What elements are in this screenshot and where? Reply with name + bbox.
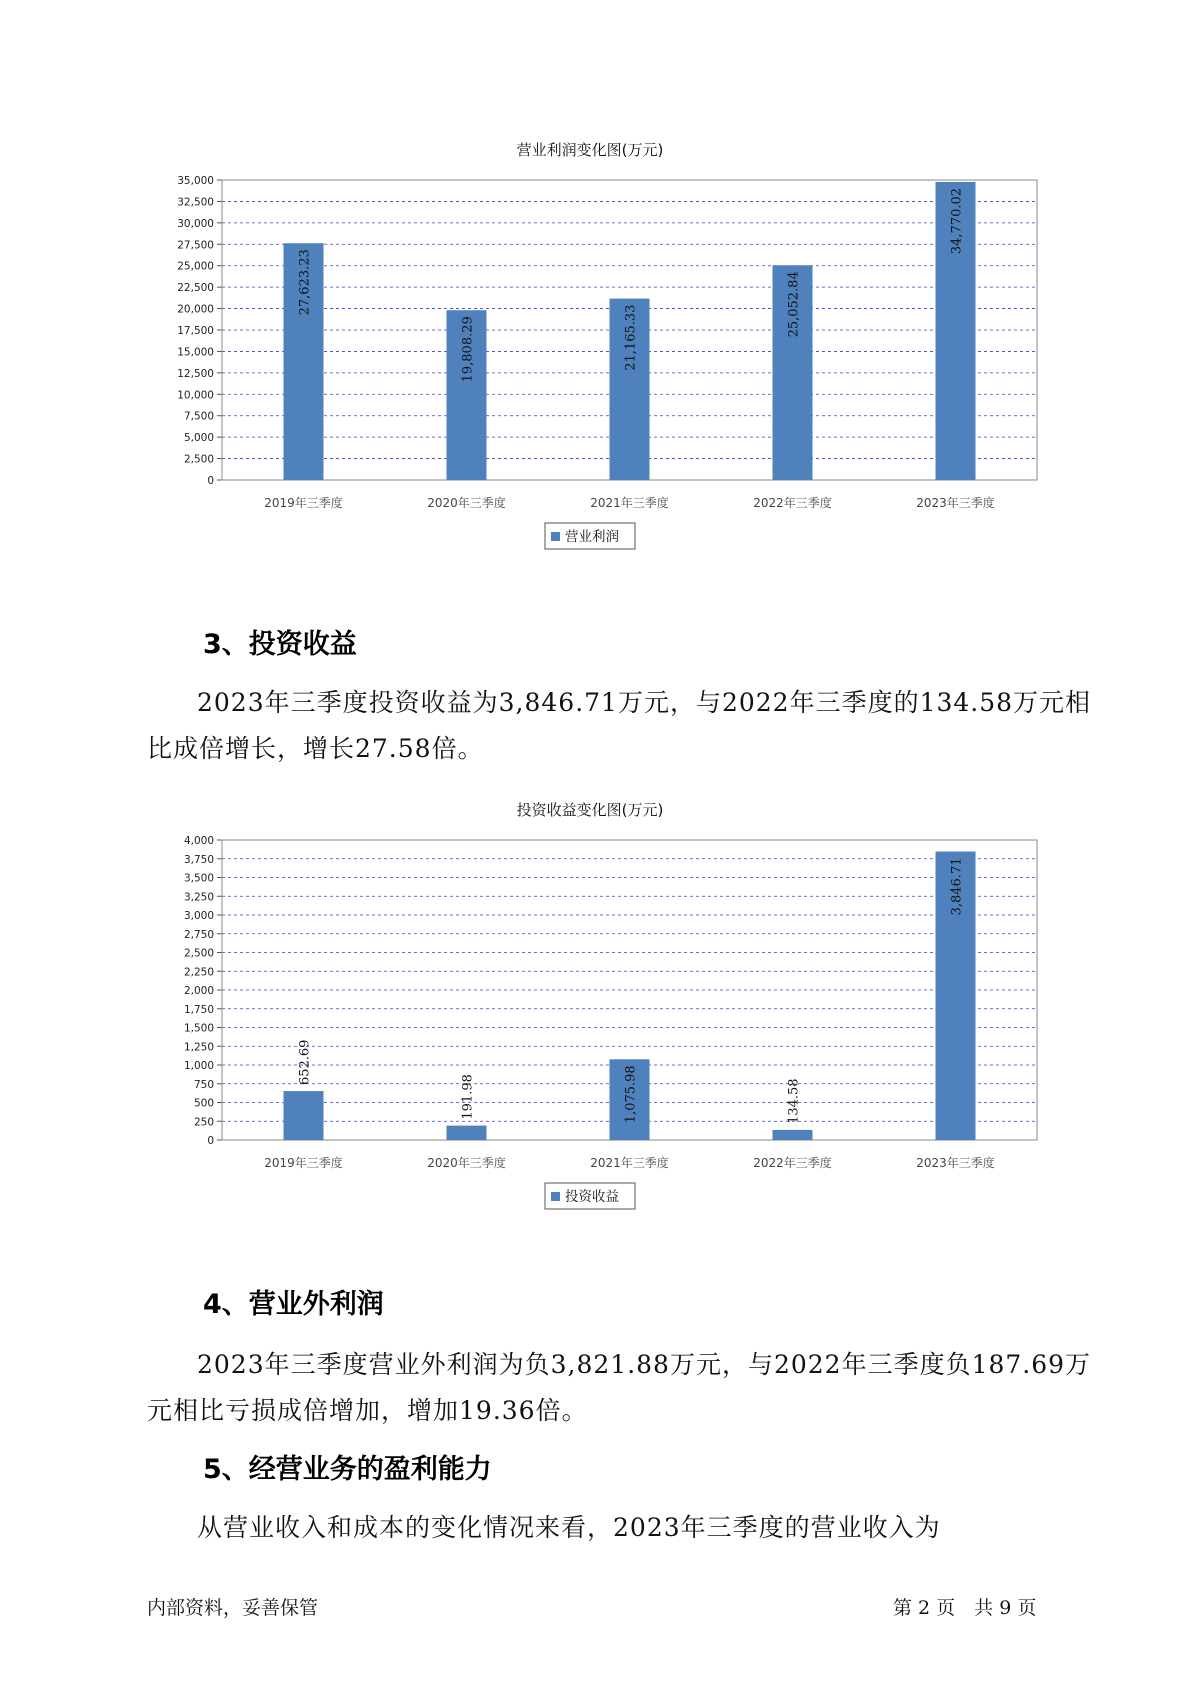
legend-label: 营业利润 (565, 529, 619, 545)
legend-label: 投资收益 (565, 1189, 619, 1205)
data-label: 3,846.71 (949, 857, 965, 916)
legend-swatch (551, 532, 560, 541)
section-5-paragraph: 从营业收入和成本的变化情况来看，2023年三季度的营业收入为 (197, 1513, 941, 1542)
chart-title: 营业利润变化图(万元) (516, 141, 664, 159)
section-5-heading: 5、经营业务的盈利能力 (203, 1454, 492, 1485)
x-tick-label: 2022年三季度 (753, 496, 832, 510)
y-tick-label: 32,500 (177, 196, 214, 209)
operating-profit-chart-svg (140, 130, 1040, 550)
legend-swatch (551, 1192, 560, 1201)
bar (773, 1130, 813, 1140)
data-label: 134.58 (786, 1078, 802, 1124)
y-tick-label: 35,000 (177, 175, 214, 187)
y-tick-label: 1,500 (183, 1022, 214, 1035)
data-label: 1,075.98 (623, 1065, 639, 1124)
y-tick-label: 5,000 (183, 432, 214, 445)
y-tick-label: 20,000 (177, 303, 214, 316)
bar (284, 1091, 324, 1140)
y-tick-label: 30,000 (177, 217, 214, 230)
bar (447, 1126, 487, 1140)
y-tick-label: 3,500 (183, 872, 214, 885)
operating-profit-chart (140, 130, 1040, 550)
x-tick-label: 2021年三季度 (590, 496, 669, 510)
y-tick-label: 3,000 (183, 910, 214, 922)
section-4-heading: 4、营业外利润 (203, 1289, 384, 1320)
y-tick-label: 2,250 (183, 966, 214, 979)
data-label: 191.98 (460, 1074, 476, 1120)
y-tick-label: 7,500 (183, 410, 214, 423)
y-tick-label: 0 (207, 475, 214, 487)
x-tick-label: 2021年三季度 (590, 1156, 669, 1170)
x-tick-label: 2020年三季度 (427, 1156, 506, 1170)
y-tick-label: 2,500 (183, 947, 214, 960)
y-tick-label: 3,250 (183, 891, 214, 904)
data-label: 27,623.23 (297, 249, 313, 316)
y-tick-label: 2,000 (183, 985, 214, 997)
x-tick-label: 2022年三季度 (753, 1156, 832, 1170)
chart-title: 投资收益变化图(万元) (516, 801, 664, 819)
y-tick-label: 17,500 (177, 325, 214, 337)
y-tick-label: 4,000 (183, 835, 214, 847)
data-label: 34,770.02 (949, 187, 965, 255)
data-label: 21,165.33 (623, 304, 639, 371)
y-tick-label: 750 (193, 1078, 214, 1091)
y-tick-label: 1,750 (183, 1003, 214, 1016)
y-tick-label: 1,000 (183, 1060, 214, 1072)
y-tick-label: 3,750 (183, 853, 214, 866)
footer-left: 内部资料，妥善保管 (147, 1597, 319, 1619)
x-tick-label: 2019年三季度 (264, 1156, 343, 1170)
y-tick-label: 15,000 (177, 346, 214, 359)
data-label: 25,052.84 (786, 271, 802, 338)
y-tick-label: 22,500 (177, 282, 214, 295)
y-tick-label: 12,500 (177, 367, 214, 380)
section-3-paragraph: 2023年三季度投资收益为3,846.71万元，与2022年三季度的134.58万元相比成倍增长，增长27.58倍。 (147, 688, 1092, 763)
y-tick-label: 2,500 (183, 453, 214, 466)
y-tick-label: 27,500 (177, 239, 214, 252)
investment-income-chart-svg (140, 790, 1040, 1210)
section-4-paragraph: 2023年三季度营业外利润为负3,821.88万元，与2022年三季度负187.69万元相比亏损成倍增加，增加19.36倍。 (147, 1350, 1092, 1425)
x-tick-label: 2019年三季度 (264, 496, 343, 510)
y-tick-label: 1,250 (183, 1041, 214, 1054)
y-tick-label: 2,750 (183, 928, 214, 941)
section-3-heading: 3、投资收益 (203, 629, 357, 660)
data-label: 19,808.29 (460, 316, 476, 383)
y-tick-label: 10,000 (177, 389, 214, 402)
x-tick-label: 2023年三季度 (916, 496, 995, 510)
y-tick-label: 250 (193, 1116, 214, 1129)
y-tick-label: 0 (207, 1135, 214, 1147)
investment-income-chart (140, 790, 1040, 1210)
x-tick-label: 2023年三季度 (916, 1156, 995, 1170)
data-label: 652.69 (297, 1039, 313, 1086)
footer-page-number: 第 2 页 共 9 页 (893, 1597, 1037, 1619)
x-tick-label: 2020年三季度 (427, 496, 506, 510)
y-tick-label: 25,000 (177, 260, 214, 273)
y-tick-label: 500 (193, 1097, 214, 1110)
